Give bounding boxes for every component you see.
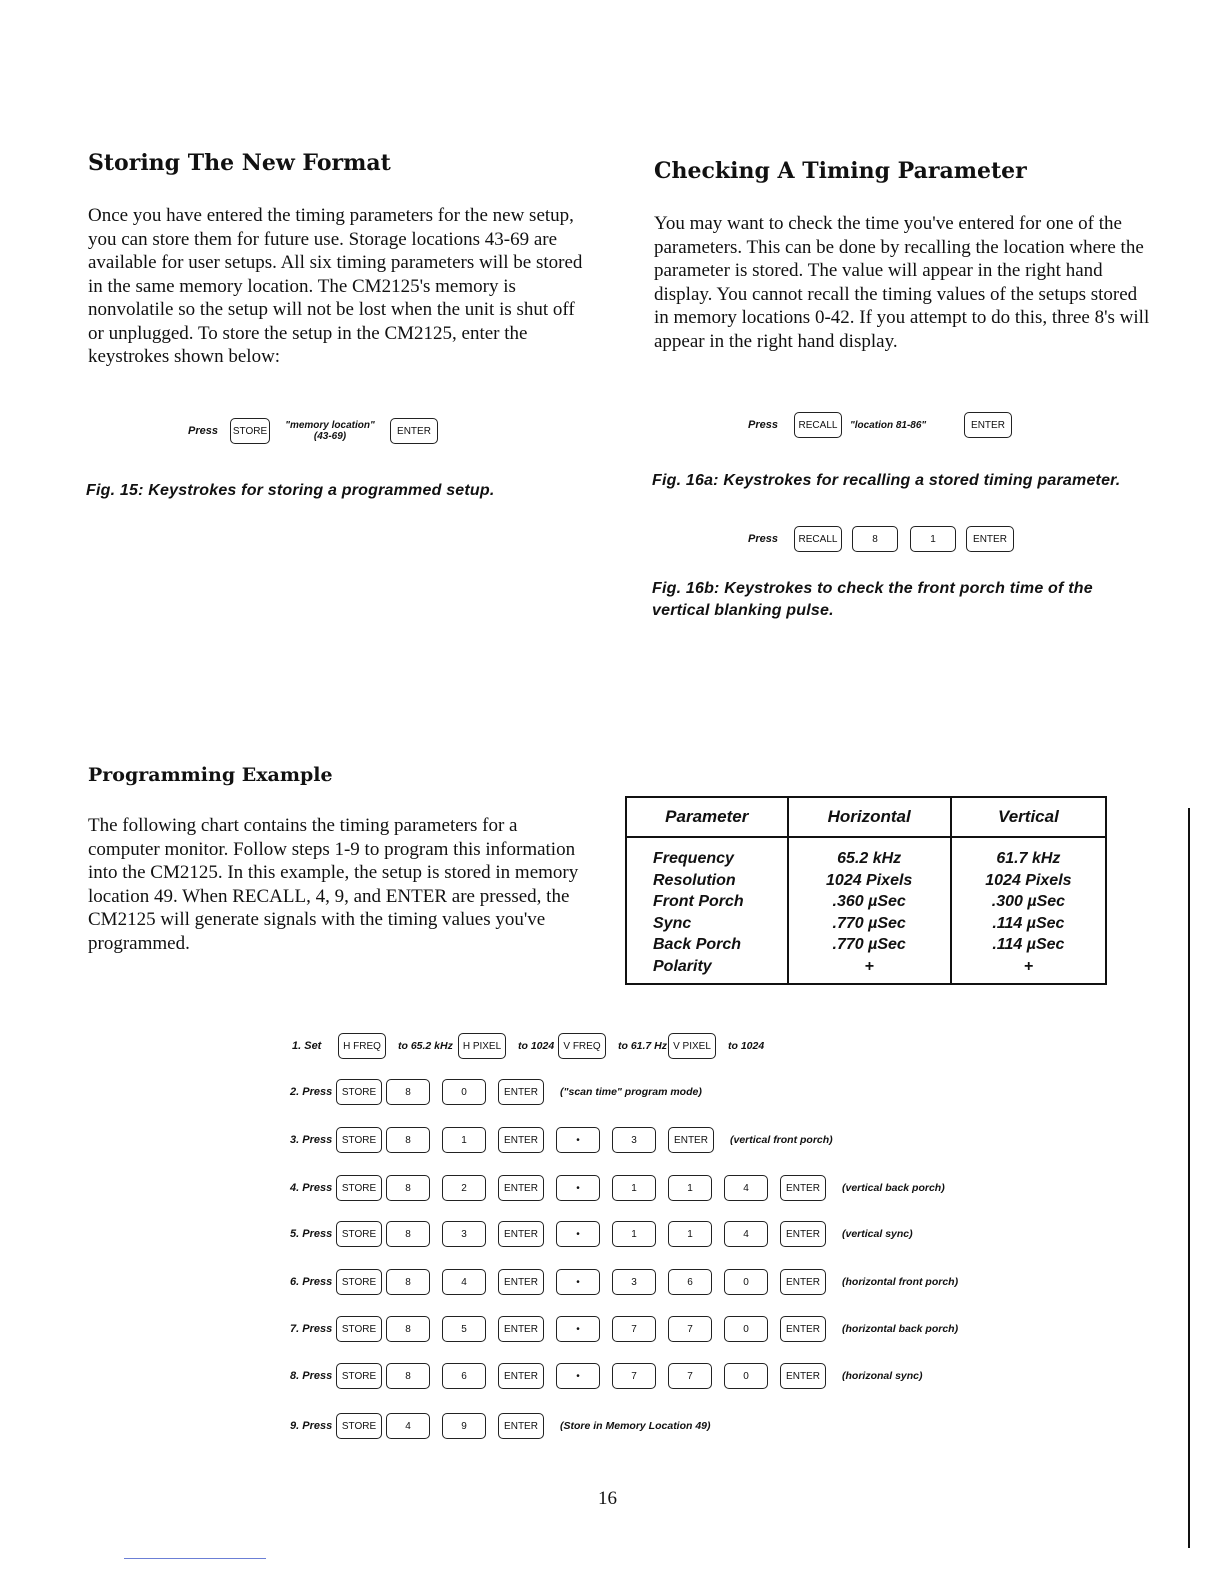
enter-key: ENTER [498, 1175, 544, 1201]
step-label: 4. Press [290, 1182, 333, 1194]
digit-key: 0 [724, 1269, 768, 1295]
enter-key: ENTER [780, 1175, 826, 1201]
digit-key: 1 [442, 1127, 486, 1153]
fig16a-press-label: Press [748, 419, 778, 431]
table-cell: .360 µSec [832, 893, 906, 910]
digit-key: 8 [386, 1316, 430, 1342]
digit-key: 7 [612, 1363, 656, 1389]
step-3-row [290, 1124, 833, 1156]
step-note: (horizontal front porch) [842, 1276, 959, 1288]
table-cell: .114 µSec [992, 936, 1065, 953]
step-note: (vertical front porch) [730, 1134, 833, 1146]
digit-key: 1 [612, 1175, 656, 1201]
digit-key: 4 [386, 1413, 430, 1439]
decimal-point-key: • [556, 1316, 600, 1342]
step-note: to 65.2 kHz [398, 1040, 453, 1052]
fig16b-press-label: Press [748, 533, 778, 545]
h-freq-key: H FREQ [338, 1033, 386, 1059]
table-body-row [626, 837, 1106, 984]
scan-edge-line [1188, 808, 1190, 1548]
table-cell: Resolution [653, 871, 736, 889]
table-header: Horizontal [788, 797, 951, 837]
step-note: to 1024 [518, 1040, 555, 1052]
table-cell: 65.2 kHz [837, 850, 902, 867]
step-note: ("scan time" program mode) [560, 1086, 702, 1098]
checking-body: You may want to check the time you've entered for one of the parameters. This can be done by recalling the location where the parameter is stored. The value will appear in the right hand display. You cannot recall the timing values of the setups stored in memory locations 0-42. If you attempt to do this, three 8's will appear in the right hand display. [654, 213, 1150, 352]
table-cell: Front Porch [653, 893, 744, 910]
table-cell: + [1023, 957, 1034, 975]
checking-heading: Checking A Timing Parameter [654, 158, 1027, 184]
enter-key: ENTER [780, 1221, 826, 1247]
v-freq-key: V FREQ [558, 1033, 606, 1059]
table-cell: + [864, 957, 874, 975]
table-cell: Sync [653, 914, 692, 932]
digit-key: 4 [442, 1269, 486, 1295]
step-note: to 1024 [728, 1040, 765, 1052]
step-note: (vertical sync) [842, 1228, 913, 1240]
step-note: (horizonal sync) [842, 1370, 923, 1382]
digit-key: 1 [612, 1221, 656, 1247]
decimal-point-key: • [556, 1175, 600, 1201]
enter-key: ENTER [966, 526, 1014, 552]
digit-key: 8 [386, 1175, 430, 1201]
store-key: STORE [230, 418, 270, 444]
digit-key: 8 [386, 1079, 430, 1105]
digit-key: 0 [724, 1363, 768, 1389]
storing-heading: Storing The New Format [88, 150, 391, 176]
fig15-press-label: Press [188, 425, 218, 437]
digit-key: 7 [668, 1316, 712, 1342]
digit-key: 3 [612, 1127, 656, 1153]
table-cell: Polarity [653, 957, 712, 975]
enter-key: ENTER [498, 1127, 544, 1153]
enter-key: ENTER [668, 1127, 714, 1153]
step-label: 7. Press [290, 1323, 333, 1335]
digit-key: 3 [442, 1221, 486, 1247]
table-cell: .300 µSec [991, 893, 1066, 910]
decimal-point-key: • [556, 1269, 600, 1295]
decimal-point-key: • [556, 1127, 600, 1153]
enter-key: ENTER [390, 418, 438, 444]
step-6-row [290, 1266, 958, 1298]
step-note: (Store in Memory Location 49) [560, 1420, 711, 1432]
digit-key: 4 [724, 1221, 768, 1247]
step-5-row [290, 1218, 913, 1250]
table-cell: 1024 Pixels [985, 871, 1072, 889]
step-1-row [292, 1030, 764, 1062]
scan-underline [124, 1558, 266, 1559]
digit-key: 6 [668, 1269, 712, 1295]
table-cell: .770 µSec [832, 936, 906, 953]
fig16b-caption: Fig. 16b: Keystrokes to check the front porch time of the vertical blanking pulse. [652, 580, 1093, 619]
store-key: STORE [336, 1269, 382, 1295]
table-header-row [626, 797, 1106, 837]
step-2-row [290, 1076, 702, 1108]
table-cell: Frequency [653, 850, 734, 867]
digit-key: 1 [668, 1175, 712, 1201]
step-4-row [290, 1172, 945, 1204]
table-header: Vertical [951, 797, 1106, 837]
table-cell: Back Porch [653, 936, 742, 953]
enter-key: ENTER [498, 1316, 544, 1342]
programming-body: The following chart contains the timing parameters for a computer monitor. Follow steps 1-9 to program this information into the CM2125. In this example, the setup is stored in memory location 49. When RECALL, 4, 9, and ENTER are pressed, the CM2125 will generate signals with the timing values you've programmed. [88, 815, 579, 954]
enter-key: ENTER [964, 412, 1012, 438]
step-note: to 61.7 Hz [618, 1040, 668, 1052]
step-label: 1. Set [292, 1040, 322, 1052]
store-key: STORE [336, 1127, 382, 1153]
enter-key: ENTER [498, 1221, 544, 1247]
fig15-caption: Fig. 15: Keystrokes for storing a programmed setup. [86, 482, 495, 499]
table-cell: .770 µSec [832, 914, 906, 932]
step-7-row [290, 1313, 958, 1345]
digit-key: 8 [386, 1127, 430, 1153]
table-cell: 1024 Pixels [826, 871, 913, 889]
enter-key: ENTER [780, 1316, 826, 1342]
parameter-column [626, 837, 788, 984]
digit-key: 7 [612, 1316, 656, 1342]
table-cell: .114 µSec [992, 914, 1065, 932]
step-label: 5. Press [290, 1228, 333, 1240]
fig16a-caption: Fig. 16a: Keystrokes for recalling a stored timing parameter. [652, 472, 1121, 489]
recall-key: RECALL [794, 526, 842, 552]
memory-location-placeholder: "memory location" (43-69) [285, 420, 375, 442]
timing-parameter-table [625, 796, 1107, 985]
enter-key: ENTER [498, 1079, 544, 1105]
page-number: 16 [598, 1488, 617, 1509]
step-9-row [290, 1410, 711, 1442]
store-key: STORE [336, 1079, 382, 1105]
fig16a-keystrokes [748, 412, 1020, 438]
fig16b-keystrokes [748, 526, 1022, 552]
enter-key: ENTER [780, 1269, 826, 1295]
enter-key: ENTER [498, 1413, 544, 1439]
digit-key: 9 [442, 1413, 486, 1439]
step-8-row [290, 1360, 923, 1392]
digit-key: 5 [442, 1316, 486, 1342]
table-cell: 61.7 kHz [996, 850, 1061, 867]
store-key: STORE [336, 1221, 382, 1247]
programming-heading: Programming Example [88, 764, 333, 786]
table-header: Parameter [626, 797, 788, 837]
recall-key: RECALL [794, 412, 842, 438]
digit-key: 1 [668, 1221, 712, 1247]
step-note: (vertical back porch) [842, 1182, 945, 1194]
store-key: STORE [336, 1363, 382, 1389]
digit-key: 3 [612, 1269, 656, 1295]
step-label: 2. Press [290, 1086, 333, 1098]
digit-key: 0 [724, 1316, 768, 1342]
enter-key: ENTER [498, 1269, 544, 1295]
decimal-point-key: • [556, 1221, 600, 1247]
step-label: 8. Press [290, 1370, 333, 1382]
enter-key: ENTER [498, 1363, 544, 1389]
step-label: 6. Press [290, 1276, 333, 1288]
digit-key: 8 [386, 1269, 430, 1295]
vertical-column [951, 837, 1106, 984]
digit-key: 2 [442, 1175, 486, 1201]
enter-key: ENTER [780, 1363, 826, 1389]
decimal-point-key: • [556, 1363, 600, 1389]
digit-key: 4 [724, 1175, 768, 1201]
horizontal-column [788, 837, 951, 984]
store-key: STORE [336, 1175, 382, 1201]
store-key: STORE [336, 1316, 382, 1342]
digit-key: 6 [442, 1363, 486, 1389]
digit-key: 1 [910, 526, 956, 552]
fig15-keystrokes [188, 418, 446, 444]
digit-key: 8 [386, 1363, 430, 1389]
h-pixel-key: H PIXEL [458, 1033, 506, 1059]
store-key: STORE [336, 1413, 382, 1439]
digit-key: 8 [852, 526, 898, 552]
v-pixel-key: V PIXEL [668, 1033, 716, 1059]
digit-key: 0 [442, 1079, 486, 1105]
digit-key: 7 [668, 1363, 712, 1389]
location-placeholder: "location 81-86" [849, 419, 927, 431]
digit-key: 8 [386, 1221, 430, 1247]
step-label: 9. Press [290, 1420, 333, 1432]
storing-body: Once you have entered the timing parameters for the new setup, you can store them for future use. Storage locations 43-69 are available for user setups. All six timing parameters will be stored in the same memory location. The CM2125's memory is nonvolatile so the setup will not be lost when the unit is shut off or unplugged. To store the setup in the CM2125, enter the keystrokes shown below: [88, 205, 583, 367]
step-label: 3. Press [290, 1134, 333, 1146]
step-note: (horizontal back porch) [842, 1323, 959, 1335]
